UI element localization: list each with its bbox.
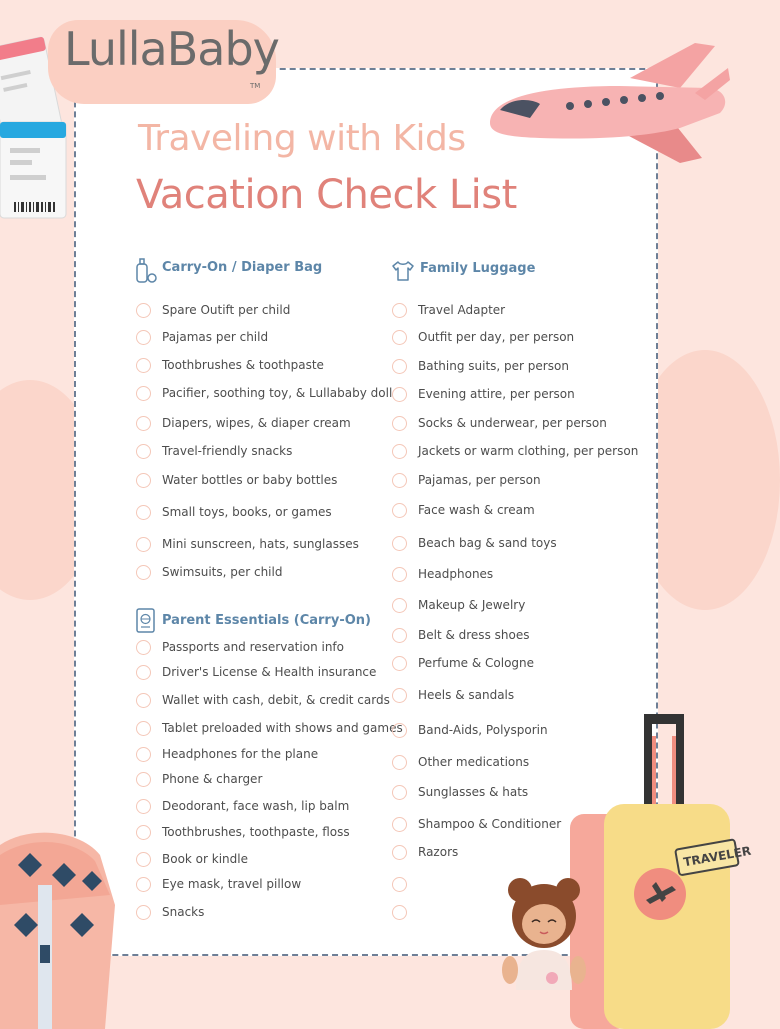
carry-on-item-label: Pacifier, soothing toy, & Lullababy doll bbox=[162, 386, 393, 400]
section-title-family: Family Luggage bbox=[420, 261, 536, 276]
checkbox-circle[interactable] bbox=[136, 905, 151, 920]
checkbox-circle[interactable] bbox=[392, 688, 407, 703]
checkbox-circle[interactable] bbox=[392, 723, 407, 738]
carry-on-item-label: Toothbrushes & toothpaste bbox=[162, 358, 324, 372]
section-title-carry-on: Carry-On / Diaper Bag bbox=[162, 260, 323, 275]
checkbox-circle[interactable] bbox=[136, 640, 151, 655]
checkbox-circle[interactable] bbox=[392, 330, 407, 345]
family-item-label: Razors bbox=[418, 845, 459, 859]
family-item-label: Pajamas, per person bbox=[418, 473, 541, 487]
checkbox-circle[interactable] bbox=[392, 473, 407, 488]
checkbox-circle[interactable] bbox=[392, 387, 407, 402]
family-item-label: Belt & dress shoes bbox=[418, 628, 530, 642]
passport-icon bbox=[134, 607, 158, 635]
checkbox-circle[interactable] bbox=[136, 852, 151, 867]
checkbox-circle[interactable] bbox=[392, 785, 407, 800]
checkbox-circle[interactable] bbox=[136, 799, 151, 814]
family-item-label: Face wash & cream bbox=[418, 503, 535, 517]
carry-on-item-label: Small toys, books, or games bbox=[162, 505, 332, 519]
airplane-icon bbox=[480, 38, 730, 163]
checkbox-circle[interactable] bbox=[392, 628, 407, 643]
family-item-label: Travel Adapter bbox=[418, 303, 506, 317]
carry-on-item-label: Travel-friendly snacks bbox=[162, 444, 293, 458]
parent-item-label: Phone & charger bbox=[162, 772, 263, 786]
bottle-icon bbox=[134, 258, 158, 284]
checkbox-circle[interactable] bbox=[392, 755, 407, 770]
checkbox-circle[interactable] bbox=[136, 877, 151, 892]
checkbox-circle[interactable] bbox=[392, 444, 407, 459]
family-item-label: Makeup & Jewelry bbox=[418, 598, 526, 612]
family-item-label: Shampoo & Conditioner bbox=[418, 817, 562, 831]
carry-on-item-label: Spare Outift per child bbox=[162, 303, 291, 317]
family-item-label: Band-Aids, Polysporin bbox=[418, 723, 548, 737]
checkbox-circle[interactable] bbox=[392, 877, 407, 892]
checkbox-circle[interactable] bbox=[136, 825, 151, 840]
checkbox-circle[interactable] bbox=[392, 656, 407, 671]
checkbox-circle[interactable] bbox=[392, 359, 407, 374]
parent-item-label: Driver's License & Health insurance bbox=[162, 665, 377, 679]
checkbox-circle[interactable] bbox=[136, 444, 151, 459]
parent-item-label: Tablet preloaded with shows and games bbox=[162, 721, 403, 735]
checkbox-circle[interactable] bbox=[136, 665, 151, 680]
parent-item-label: Deodorant, face wash, lip balm bbox=[162, 799, 350, 813]
family-item-label: Outfit per day, per person bbox=[418, 330, 575, 344]
checkbox-circle[interactable] bbox=[136, 505, 151, 520]
suitcase-icon bbox=[568, 714, 753, 1029]
title-line-2: Vacation Check List bbox=[136, 172, 517, 218]
parent-item-label: Book or kindle bbox=[162, 852, 248, 866]
checkbox-circle[interactable] bbox=[136, 386, 151, 401]
backpack-icon bbox=[0, 825, 115, 1029]
checkbox-circle[interactable] bbox=[136, 772, 151, 787]
carry-on-item-label: Mini sunscreen, hats, sunglasses bbox=[162, 537, 359, 551]
carry-on-item-label: Pajamas per child bbox=[162, 330, 269, 344]
checkbox-circle[interactable] bbox=[136, 358, 151, 373]
title-line-1: Traveling with Kids bbox=[138, 118, 466, 159]
checkbox-circle[interactable] bbox=[392, 416, 407, 431]
checkbox-circle[interactable] bbox=[392, 503, 407, 518]
checkbox-circle[interactable] bbox=[136, 721, 151, 736]
parent-item-label: Snacks bbox=[162, 905, 205, 919]
suitcase-sticker: TRAVELER bbox=[682, 843, 753, 870]
checkbox-circle[interactable] bbox=[392, 845, 407, 860]
family-item-label: Perfume & Cologne bbox=[418, 656, 535, 670]
doll-icon bbox=[496, 870, 592, 1010]
checkbox-circle[interactable] bbox=[136, 565, 151, 580]
checkbox-circle[interactable] bbox=[392, 536, 407, 551]
checkbox-circle[interactable] bbox=[392, 567, 407, 582]
checkbox-circle[interactable] bbox=[136, 303, 151, 318]
family-item-label: Jackets or warm clothing, per person bbox=[418, 444, 639, 458]
parent-item-label: Wallet with cash, debit, & credit cards bbox=[162, 693, 390, 707]
brand-logo: LullaBaby bbox=[64, 22, 279, 76]
family-item-label: Socks & underwear, per person bbox=[418, 416, 607, 430]
checkbox-circle[interactable] bbox=[136, 693, 151, 708]
family-item-label: Evening attire, per person bbox=[418, 387, 575, 401]
carry-on-item-label: Water bottles or baby bottles bbox=[162, 473, 338, 487]
checkbox-circle[interactable] bbox=[136, 537, 151, 552]
trademark: TM bbox=[250, 82, 261, 90]
checkbox-circle[interactable] bbox=[392, 598, 407, 613]
carry-on-item-label: Swimsuits, per child bbox=[162, 565, 283, 579]
checkbox-circle[interactable] bbox=[136, 416, 151, 431]
family-item-label: Headphones bbox=[418, 567, 494, 581]
checkbox-circle[interactable] bbox=[392, 817, 407, 832]
family-item-label: Heels & sandals bbox=[418, 688, 515, 702]
parent-item-label: Headphones for the plane bbox=[162, 747, 319, 761]
family-item-label: Beach bag & sand toys bbox=[418, 536, 557, 550]
parent-item-label: Passports and reservation info bbox=[162, 640, 344, 654]
parent-item-label: Eye mask, travel pillow bbox=[162, 877, 302, 891]
checkbox-circle[interactable] bbox=[136, 747, 151, 762]
checkbox-circle[interactable] bbox=[392, 905, 407, 920]
section-title-parent: Parent Essentials (Carry-On) bbox=[162, 613, 371, 628]
checkbox-circle[interactable] bbox=[392, 303, 407, 318]
family-item-label: Bathing suits, per person bbox=[418, 359, 569, 373]
carry-on-item-label: Diapers, wipes, & diaper cream bbox=[162, 416, 351, 430]
checkbox-circle[interactable] bbox=[136, 330, 151, 345]
family-item-label: Sunglasses & hats bbox=[418, 785, 529, 799]
checkbox-circle[interactable] bbox=[136, 473, 151, 488]
shirt-icon bbox=[390, 259, 416, 283]
parent-item-label: Toothbrushes, toothpaste, floss bbox=[162, 825, 350, 839]
family-item-label: Other medications bbox=[418, 755, 530, 769]
